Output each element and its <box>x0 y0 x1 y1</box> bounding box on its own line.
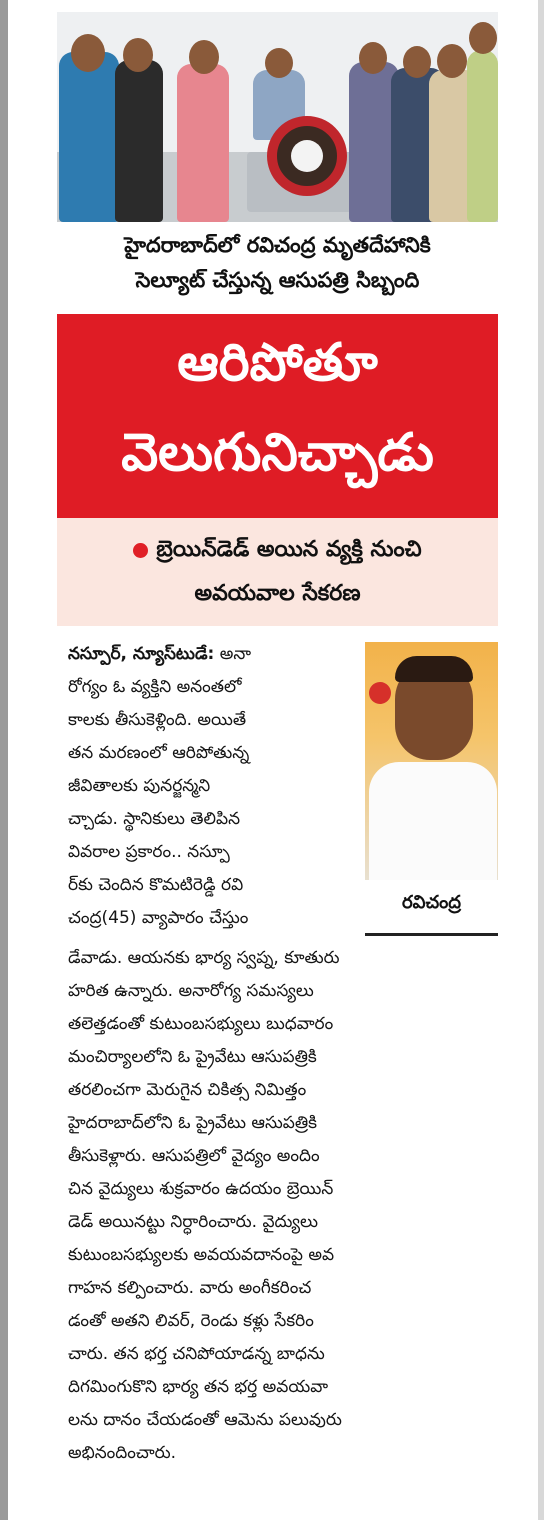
article-line: తన మరణంలో ఆరిపోతున్న <box>68 743 250 763</box>
portrait-hair <box>395 656 473 682</box>
photo-person-head <box>403 46 431 78</box>
article-line: డెడ్ అయినట్టు నిర్ధారించారు. వైద్యులు <box>68 1212 318 1232</box>
article-line: చిన వైద్యులు శుక్రవారం ఉదయం బ్రెయిన్ <box>68 1179 334 1199</box>
article-line: లను దానం చేయడంతో ఆమెను పలువురు <box>68 1410 342 1430</box>
photo-caption-line: సెల్యూట్ చేస్తున్న ఆసుపత్రి సిబ్బంది <box>135 268 420 292</box>
portrait-flower <box>369 682 391 704</box>
photo-caption <box>57 228 498 298</box>
photo-person-head <box>469 22 497 54</box>
article-line: దిగమింగుకొని భార్య తన భర్త అవయవా <box>68 1377 329 1397</box>
photo-wreath <box>267 116 347 196</box>
article-line: డంతో అతని లివర్, రెండు కళ్లు సేకరిం <box>68 1311 314 1331</box>
article-line: అభినందించారు. <box>68 1443 176 1463</box>
subheadline-text: బ్రెయిన్‌డెడ్ అయిన వ్యక్తి నుంచి <box>156 537 422 562</box>
portrait-shirt <box>369 762 497 880</box>
photo-person <box>59 52 119 222</box>
photo-person <box>467 50 498 222</box>
article-line: రోగ్యం ఓ వ్యక్తిని అనంతలో <box>68 677 242 697</box>
article-line: మంచిర్యాలలోని ఓ ప్రైవేటు ఆసుపత్రికి <box>68 1047 317 1067</box>
article-line: చ్చాడు. స్థానికులు తెలిపిన <box>68 809 240 829</box>
page-edge-left <box>0 0 8 1520</box>
article-line: వివరాల ప్రకారం.. నస్పూ <box>68 842 230 862</box>
subheadline <box>57 518 498 626</box>
photo-person <box>115 60 163 222</box>
article-line <box>68 638 358 671</box>
article-dateline: నస్పూర్, న్యూస్‌టుడే: <box>68 644 215 664</box>
article-line: ర్‌కు చెందిన కొమటిరెడ్డి రవి <box>68 875 244 895</box>
page-edge-right <box>538 0 544 1520</box>
article-line: కుటుంబసభ్యులకు అవయవదానంపై అవ <box>68 1245 335 1265</box>
photo-person-head <box>437 44 467 78</box>
portrait-rule <box>365 933 498 936</box>
article-line: హరిత ఉన్నారు. అనారోగ్య సమస్యలు <box>68 981 314 1001</box>
portrait-photo <box>365 642 498 880</box>
article-line: తీసుకెళ్లారు. ఆసుపత్రిలో వైద్యం అందిం <box>68 1146 320 1166</box>
photo-caption-line: హైదరాబాద్‌లో రవిచంద్ర మృతదేహానికి <box>124 233 431 257</box>
article-line: చారు. తన భర్త చనిపోయాడన్న బాధను <box>68 1344 325 1364</box>
article-line: డేవాడు. ఆయనకు భార్య స్వప్న, కూతురు <box>68 948 340 968</box>
subheadline-line <box>57 532 498 568</box>
photo-person-head <box>71 34 105 72</box>
photo-person-head <box>123 38 153 72</box>
headline-line: ఆరిపోతూ <box>177 333 378 393</box>
article-line-text: అనా <box>219 644 251 664</box>
bullet-icon <box>133 543 148 558</box>
article-line: చంద్ర(45) వ్యాపారం చేస్తుం <box>68 908 249 928</box>
photo-person <box>177 64 229 222</box>
news-photo <box>57 12 498 222</box>
photo-person-head <box>189 40 219 74</box>
headline-line: వెలుగునిచ్చాడు <box>121 423 434 483</box>
article-line: గాహన కల్పించారు. వారు అంగీకరించ <box>68 1278 312 1298</box>
article-line: కాలకు తీసుకెళ్లింది. అయితే <box>68 710 247 730</box>
portrait-caption: రవిచంద్ర <box>402 892 461 913</box>
article-line: జీవితాలకు పునర్జన్మని <box>68 776 211 796</box>
subheadline-line: అవయవాల సేకరణ <box>194 581 361 606</box>
photo-person-head <box>359 42 387 74</box>
article-line: తలెత్తడంతో కుటుంబసభ్యులు బుధవారం <box>68 1014 334 1034</box>
headline <box>57 314 498 518</box>
article-line: తరలించగా మెరుగైన చికిత్స నిమిత్తం <box>68 1080 307 1100</box>
photo-person-head <box>265 48 293 78</box>
article-line: హైదరాబాద్‌లోని ఓ ప్రైవేటు ఆసుపత్రికి <box>68 1113 318 1133</box>
